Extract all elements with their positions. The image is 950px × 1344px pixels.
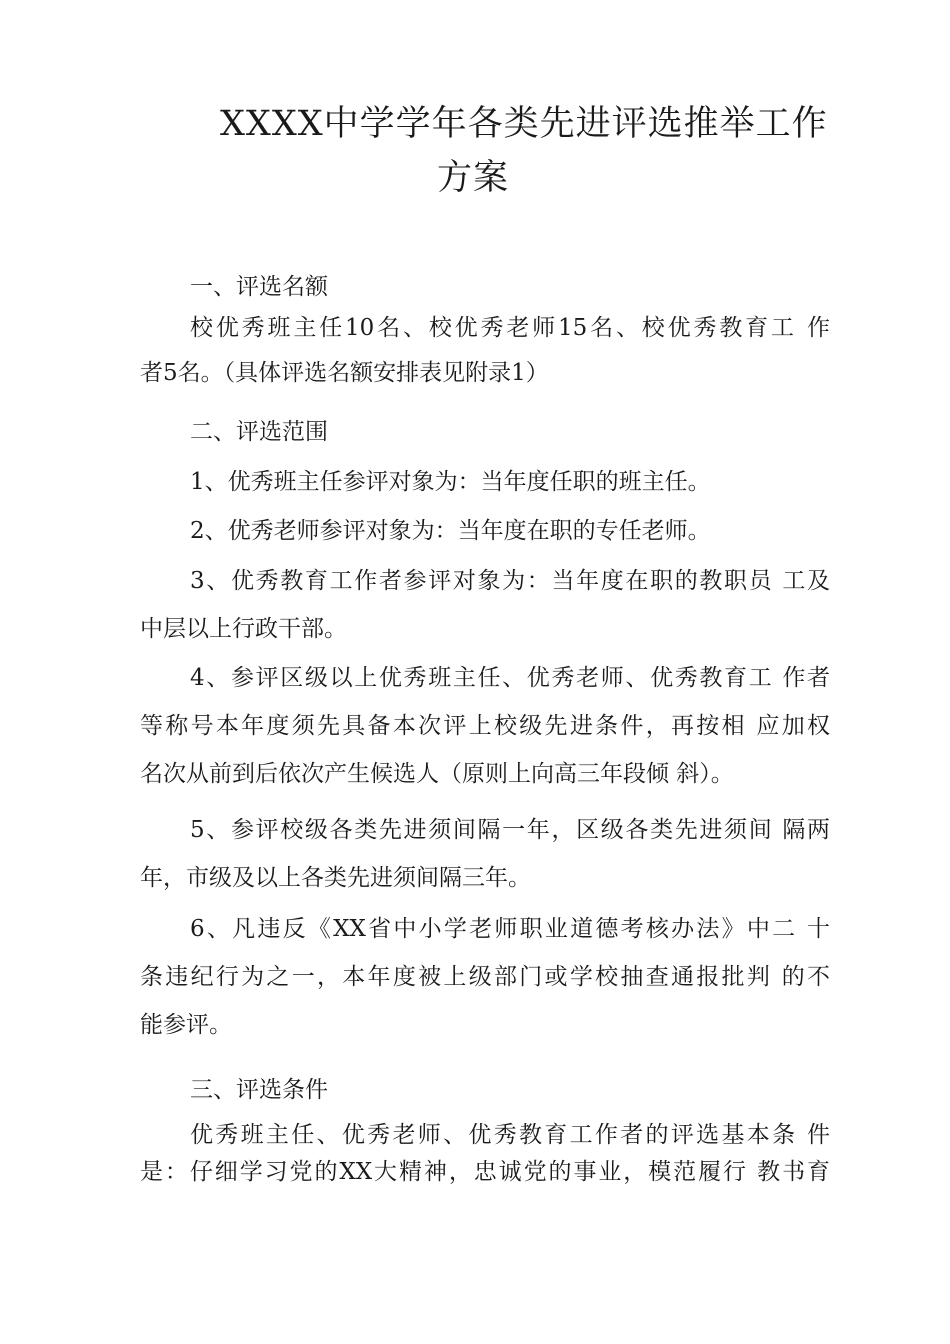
paragraph-criteria [140,1120,830,1187]
paragraph-scope-item-5 [140,815,830,893]
paragraph-line: 6、凡违反《XX省中小学老师职业道德考核办法》中二 十 [190,916,830,942]
paragraph-line: 等称号本年度须先具备本次评上校级先进条件，再按相 应加权 [140,713,830,739]
paragraph-line: 年，市级及以上各类先进须间隔三年。 [140,865,531,891]
paragraph-line: 4、参评区级以上优秀班主任、优秀老师、优秀教育工 作者 [190,665,830,691]
paragraph-line: 校优秀班主任10名、校优秀老师15名、校优秀教育工 作 [190,315,830,341]
paragraph-line: 中层以上行政干部。 [140,616,347,642]
paragraph-line: 条违纪行为之一，本年度被上级部门或学校抽查通报批判 的不 [140,964,830,990]
paragraph-scope-item-2 [140,516,830,546]
section-heading-scope: 二、评选范围 [190,419,328,445]
paragraph-line: 名次从前到后依次产生候选人（原则上向高三年段倾 斜）。 [140,761,734,787]
document-title: XXXX中学学年各类先进评选推举工作 [220,104,828,144]
paragraph-line: 3、优秀教育工作者参评对象为：当年度在职的教职员 工及 [190,568,830,594]
paragraph-line: 能参评。 [140,1012,232,1038]
section-heading-criteria: 三、评选条件 [190,1077,328,1103]
paragraph-scope-item-4 [140,663,830,789]
paragraph-scope-item-6 [140,914,830,1040]
paragraph-line: 优秀班主任、优秀老师、优秀教育工作者的评选基本条 件 [190,1122,830,1148]
paragraph-line: 是：仔细学习党的XX大精神，忠诚党的事业，模范履行 教书育 [140,1159,830,1185]
paragraph-line: 者5名。（具体评选名额安排表见附录1） [140,360,549,386]
paragraph-scope-item-3 [140,566,830,644]
section-heading-quota: 一、评选名额 [190,274,328,300]
document-title-continued: 方案 [437,158,510,198]
paragraph-line: 5、参评校级各类先进须间隔一年，区级各类先进须间 隔两 [190,817,830,843]
paragraph-scope-item-1 [140,467,830,497]
paragraph-line: 2、优秀老师参评对象为：当年度在职的专任老师。 [190,518,711,544]
paragraph-quota [140,313,830,388]
paragraph-line: 1、优秀班主任参评对象为：当年度任职的班主任。 [190,469,711,495]
